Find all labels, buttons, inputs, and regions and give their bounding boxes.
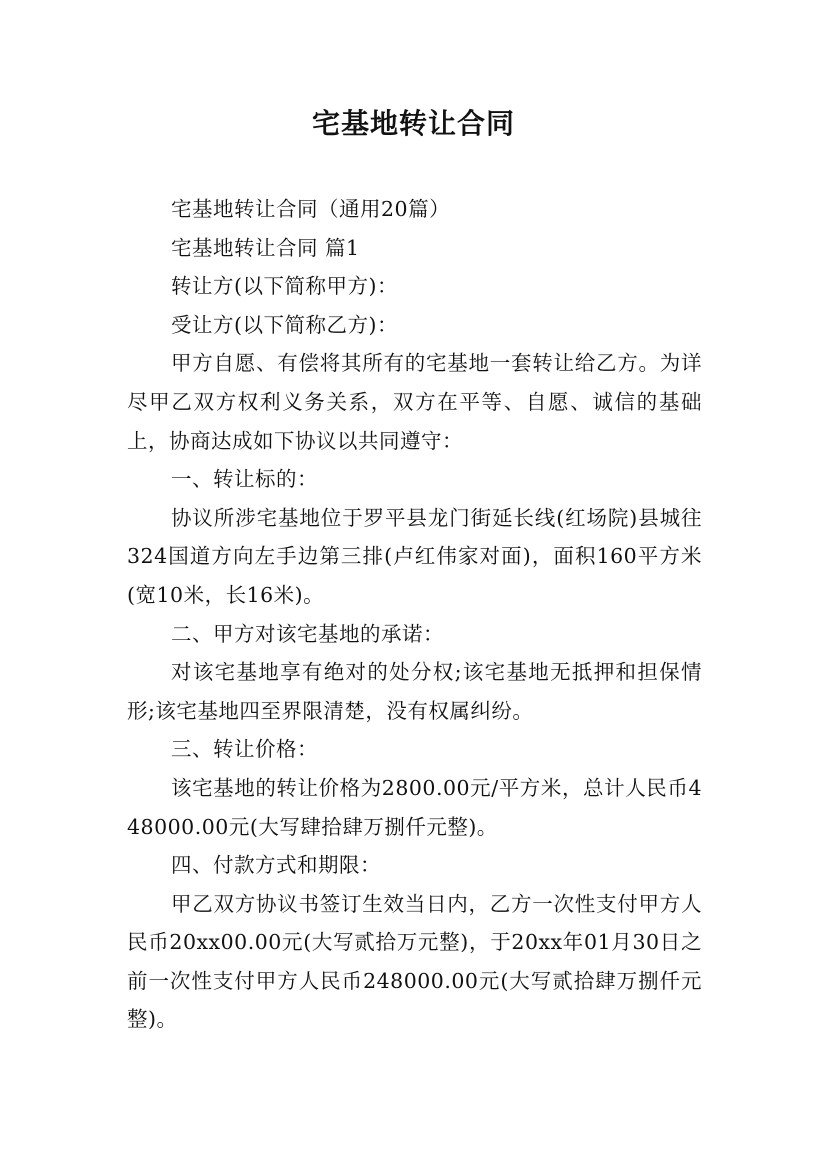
section-heading-part-1: 宅基地转让合同 篇1 <box>171 235 360 260</box>
clause-heading-subject: 一、转让标的： <box>171 467 318 492</box>
subtitle-paragraph: 宅基地转让合同（通用20篇） <box>171 197 451 221</box>
transferee-line: 受让方(以下简称乙方)： <box>171 312 398 337</box>
preamble-paragraph: 甲方自愿、有偿将其所有的宅基地一套转让给乙方。为详尽甲乙双方权利义务关系，双方在平等、自愿、诚信的基础上，协商达成如下协议以共同遵守： <box>127 351 702 453</box>
clause-body-payment: 甲乙双方协议书签订生效当日内，乙方一次性支付甲方人民币20xx00.00元(大写贰拾万元整)，于20xx年01月30日之前一次性支付甲方人民币248000.00元(大写贰拾肆万捌仟元整)。 <box>127 891 702 1032</box>
document-body <box>127 190 702 1039</box>
clause-heading-commitment: 二、甲方对该宅基地的承诺： <box>171 621 444 646</box>
document-title: 宅基地转让合同 <box>311 107 515 140</box>
clause-heading-payment: 四、付款方式和期限： <box>171 853 381 878</box>
clause-body-subject: 协议所涉宅基地位于罗平县龙门街延长线(红场院)县城往324国道方向左手边第三排(卢红伟家对面)，面积160平方米(宽10米，长16米)。 <box>127 505 702 607</box>
clause-heading-price: 三、转让价格： <box>171 737 318 762</box>
transferor-line: 转让方(以下简称甲方)： <box>171 274 398 299</box>
clause-body-price: 该宅基地的转让价格为2800.00元/平方米，总计人民币448000.00元(大写肆拾肆万捌仟元整)。 <box>127 775 702 839</box>
clause-body-commitment: 对该宅基地享有绝对的处分权;该宅基地无抵押和担保情形;该宅基地四至界限清楚，没有权属纠纷。 <box>127 660 702 723</box>
